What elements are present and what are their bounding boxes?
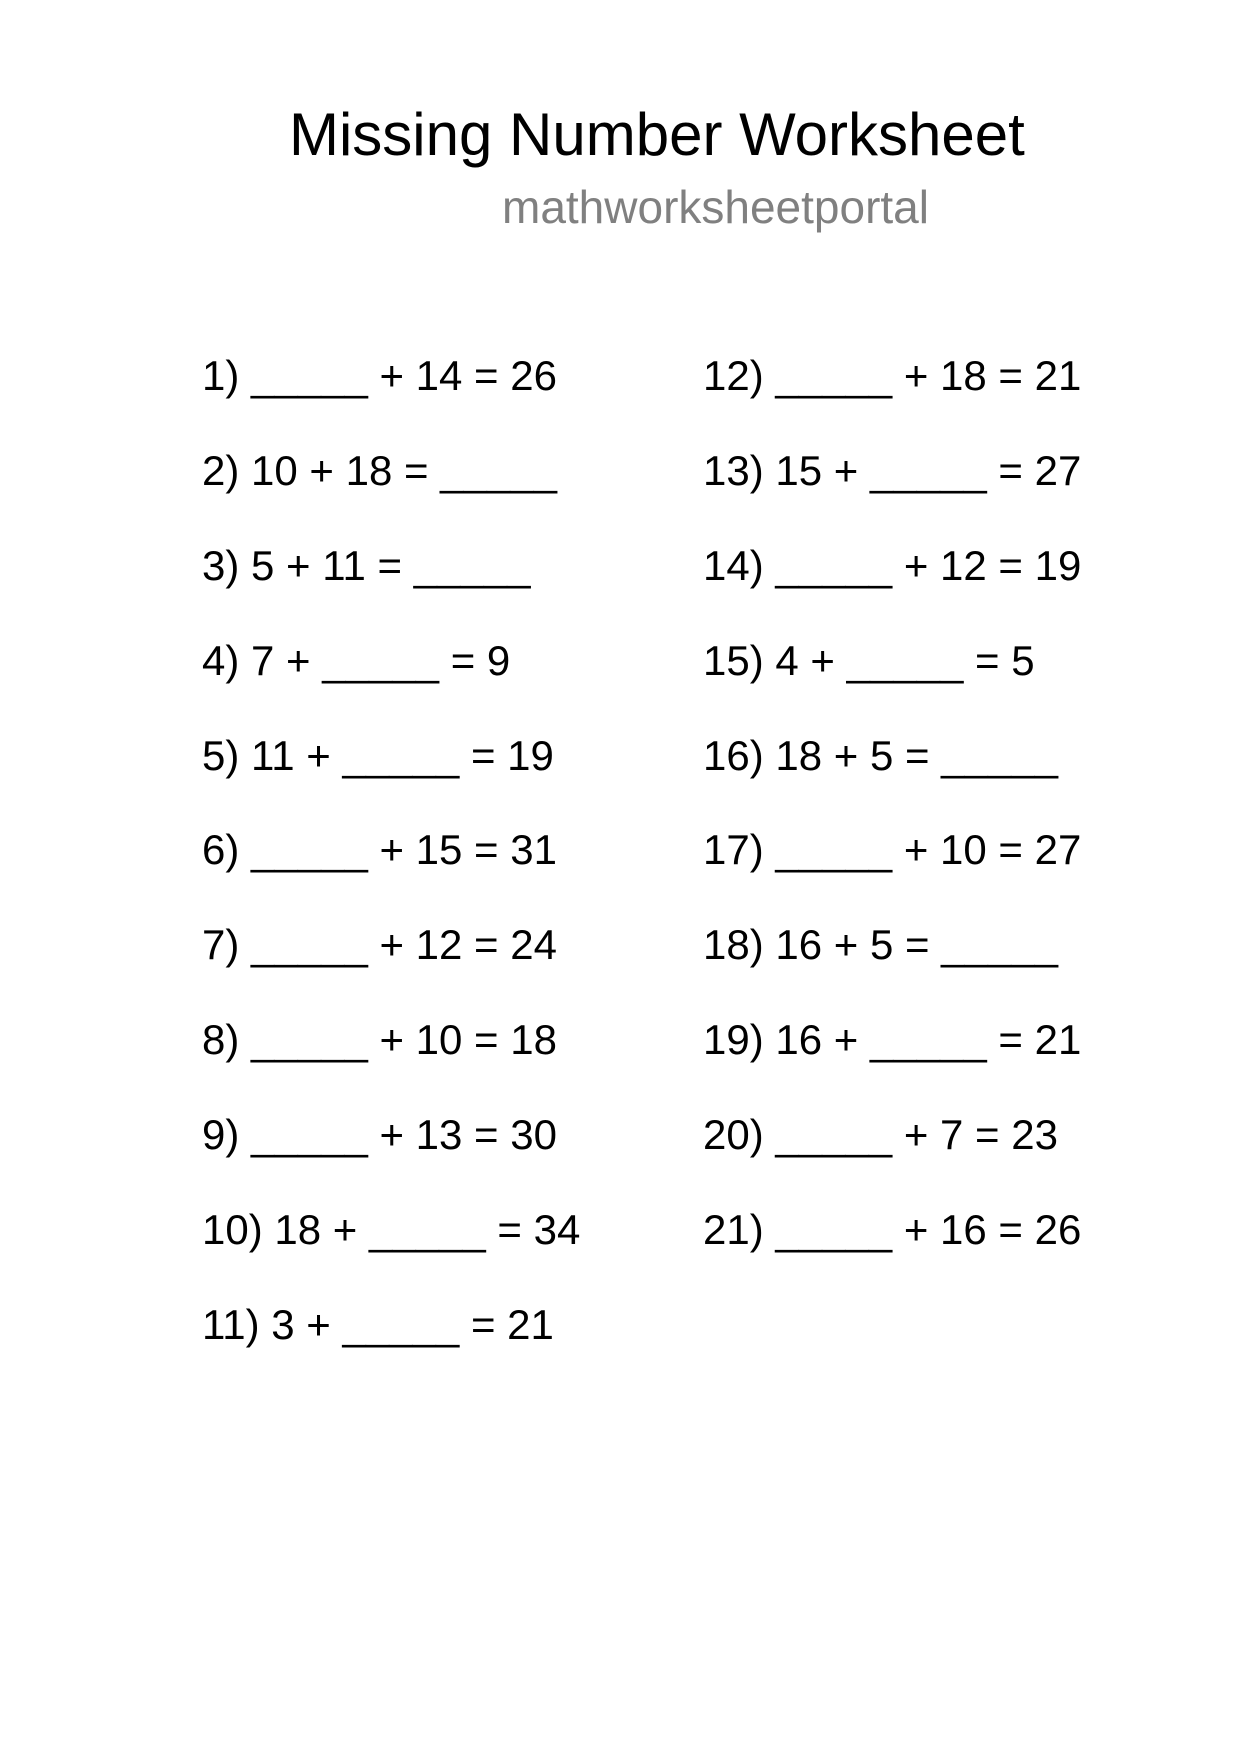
worksheet-title-row	[0, 100, 1240, 170]
problem-10: 10) 18 + _____ = 34	[202, 1206, 581, 1253]
problem-19: 19) 16 + _____ = 21	[703, 1016, 1082, 1063]
problem-21: 21) _____ + 16 = 26	[703, 1206, 1082, 1253]
problem-3: 3) 5 + 11 = _____	[202, 542, 531, 589]
problem-1: 1) _____ + 14 = 26	[202, 352, 557, 399]
problem-16: 16) 18 + 5 = _____	[703, 732, 1058, 779]
problem-9: 9) _____ + 13 = 30	[202, 1111, 557, 1158]
worksheet-title: Missing Number Worksheet	[289, 101, 1025, 168]
problem-2: 2) 10 + 18 = _____	[202, 447, 557, 494]
problem-13: 13) 15 + _____ = 27	[703, 447, 1082, 494]
problem-14: 14) _____ + 12 = 19	[703, 542, 1082, 589]
problem-15: 15) 4 + _____ = 5	[703, 637, 1035, 684]
problem-11: 11) 3 + _____ = 21	[202, 1301, 554, 1348]
problem-6: 6) _____ + 15 = 31	[202, 826, 557, 873]
problem-8: 8) _____ + 10 = 18	[202, 1016, 557, 1063]
problem-7: 7) _____ + 12 = 24	[202, 921, 557, 968]
problem-20: 20) _____ + 7 = 23	[703, 1111, 1058, 1158]
problem-18: 18) 16 + 5 = _____	[703, 921, 1058, 968]
problem-12: 12) _____ + 18 = 21	[703, 352, 1082, 399]
problem-17: 17) _____ + 10 = 27	[703, 826, 1082, 873]
problem-5: 5) 11 + _____ = 19	[202, 732, 554, 779]
worksheet-subtitle: mathworksheetportal	[502, 181, 929, 233]
problem-4: 4) 7 + _____ = 9	[202, 637, 511, 684]
